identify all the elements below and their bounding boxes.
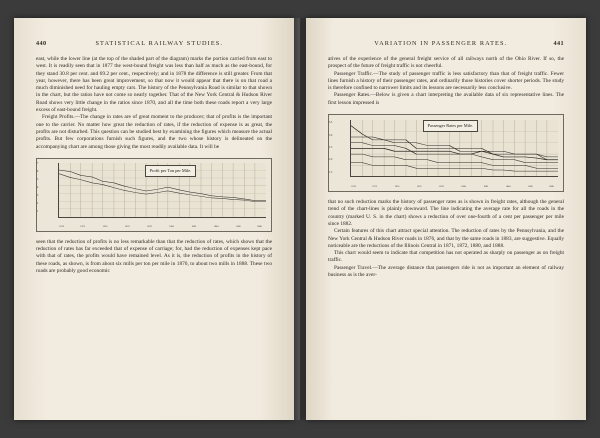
x-tick-label: 1874	[102, 224, 108, 228]
x-tick-label: 1880	[461, 184, 466, 188]
paragraph: Certain features of this chart attract special attention. The reduction of rates by the Pennsylvania, and the New York Central & Hudson River roads in 1876, and that by the same roads in 1883, are suggestive. Equally noticeable are the reductions of the Illinois Central in 1871, 1872, 1880, and 1888.	[328, 228, 564, 249]
y-tick-label: 2.5	[329, 146, 333, 150]
page-number-left: 440	[36, 40, 47, 47]
figure-profit-per-ton	[36, 158, 272, 232]
x-tick-label: 1872	[372, 184, 378, 188]
paragraph: Passenger Rates.—Below is given a chart interpreting the available data of six representative lines. The first lesson impressed is	[328, 92, 564, 106]
paragraph: Passenger Travel.—The average distance that passengers ride is not as important an element of railway business as is the aver-	[328, 264, 564, 279]
right-body-text	[328, 56, 564, 279]
y-tick-label: 5	[37, 178, 39, 182]
right-page-content	[328, 40, 564, 402]
chart-title-profit: Profit per Ton per Mile.	[145, 165, 197, 177]
chart-profit-per-ton-per-mile	[36, 158, 272, 232]
book-gutter	[294, 18, 306, 420]
y-tick-label: 2.0	[329, 158, 333, 162]
x-tick-label: 1878	[438, 184, 444, 188]
right-folio-line	[328, 40, 564, 47]
paragraph: seen that the reduction of profits is no less remarkable than that the reduction of rates, which shows that the reduction of rates has far exceeded that of expense of carriage; for, had the reduction of expenses kept pace with that of rates, the profits would have remained level. As it is, the reduction of profits in the history of these roads, as shown, is from about six mills per ton per mile in 1870, to about two mills in 1888. These two roads are probably good economic	[36, 238, 272, 275]
x-tick-label: 1876	[416, 184, 422, 188]
y-tick-label: 7	[37, 162, 39, 166]
x-tick-label: 1870	[351, 184, 356, 188]
left-folio-line	[36, 40, 272, 47]
figure-passenger-rates	[328, 114, 564, 192]
x-tick-label: 1886	[527, 184, 533, 188]
running-head-right: VARIATION IN PASSENGER RATES.	[374, 40, 508, 47]
x-tick-label: 1880	[169, 224, 174, 228]
left-page	[14, 18, 294, 420]
y-tick-label: 1.5	[329, 170, 333, 174]
page-number-right: 441	[553, 40, 564, 47]
paragraph: east, while the lower line (at the top of the shaded part of the diagram) marks the portion carried from east to west. It is readily seen that in 1877 the west-bound freight was less than half as much as the east-bound, for they stand 30.8 per cent. and 69.2 per cent., respectively; and in 1878 the difference is still greater. From that year, however, there has been great improvement, so that now it would appear that there is on that road a much diminished need for hauling empty cars. The history of the Pennsylvania Road is similar to that shown in the chart, but the ratios have not come so nearly together. That of the New York Central & Hudson River Road shows very little change in the ratios since 1870, and all the time both these roads report a very large excess of east-bound freight.	[36, 56, 272, 114]
left-page-content	[36, 40, 272, 402]
paragraph: Passenger Traffic.—The study of passenger traffic is less satisfactory than that of freight traffic. Fewer lines furnish a history of their passenger rates, and ordinarily those histories cover shorter periods. The study is therefore confined to narrower limits and its lessons are necessarily less conclusive.	[328, 70, 564, 92]
y-tick-label: 3	[37, 194, 39, 198]
x-tick-label: 1888	[548, 184, 554, 188]
left-body-text	[36, 56, 272, 275]
y-tick-label: 4	[37, 186, 39, 190]
x-tick-label: 1886	[235, 224, 241, 228]
x-tick-label: 1874	[394, 184, 400, 188]
x-tick-label: 1888	[256, 224, 262, 228]
x-tick-label: 1882	[191, 224, 197, 228]
running-head-left: STATISTICAL RAILWAY STUDIES.	[95, 40, 224, 47]
y-tick-label: 2	[37, 202, 39, 206]
x-tick-label: 1884	[213, 224, 219, 228]
x-tick-label: 1872	[80, 224, 86, 228]
x-tick-label: 1878	[146, 224, 152, 228]
paragraph: atives of the experience of the general freight service of all railways north of the Ohio River. If so, the prospect of the future of freight traffic is not cheerful.	[328, 56, 564, 70]
x-tick-label: 1884	[505, 184, 511, 188]
x-tick-label: 1882	[483, 184, 489, 188]
y-tick-label: 3.5	[329, 121, 333, 125]
x-tick-label: 1870	[59, 224, 64, 228]
paragraph: This chart would seem to indicate that competition has not operated as sharply on passenger as on freight traffic.	[328, 250, 564, 264]
chart-passenger-rates-per-mile	[328, 114, 564, 192]
y-tick-label: 1	[37, 209, 39, 213]
paragraph: that no such reduction marks the history of passenger rates as is shown in freight rates, although the general trend of the chart-lines is plainly downward. The line indicating the average rate for all the roads in the country (marked U. S. in the chart) shows a reduction of over one-fourth of a cent per passenger per mile since 1882.	[328, 199, 564, 227]
x-tick-label: 1876	[124, 224, 130, 228]
y-tick-label: 6	[37, 170, 39, 174]
y-tick-label: 3.0	[329, 134, 333, 138]
right-page	[306, 18, 586, 420]
paragraph: Freight Profits.—The change in rates are of great moment to the producer; that of profits is the important one to the carrier. No matter how great the reduction of rates, if the reduction of expense is as great, the profits are not disturbed. This question can be studied best by examining the figures which measure the actual profits. But few corporations furnish such figures, and the two whose history is delineated on the accompanying chart are among those giving the most readily available data. It will be	[36, 114, 272, 150]
chart-title-passenger: Passenger Rates per Mile.	[423, 120, 479, 132]
